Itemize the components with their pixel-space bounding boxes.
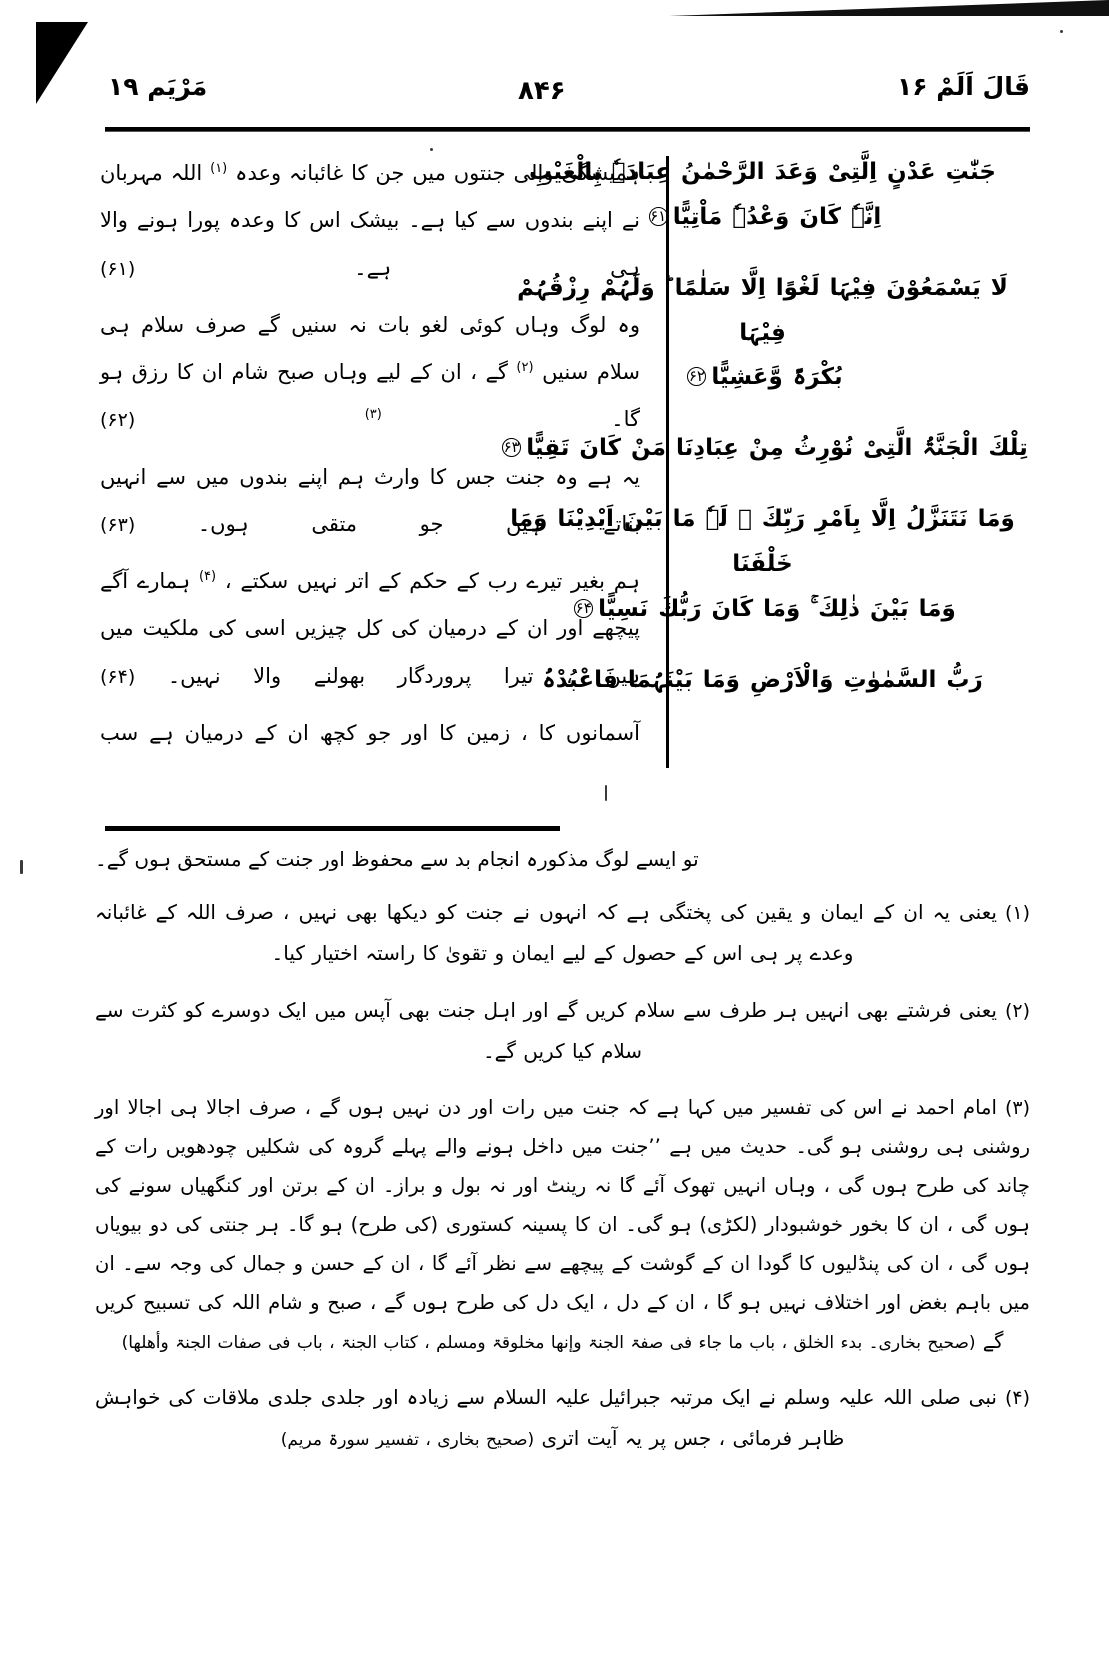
- verse-number: (۶۲): [100, 409, 136, 432]
- footnote-item: [95, 1088, 1030, 1361]
- ayah-line: اِنَّہٗ كَانَ وَعْدُہٗ مَاْتِیًّا: [672, 203, 882, 230]
- footnote-number: (۴): [1004, 1387, 1030, 1409]
- translation-paragraph: [100, 302, 640, 444]
- footnote-item: [95, 990, 1030, 1072]
- translation-text: ہم بغیر تیرے رب کے حکم کے اتر نہیں سکتے ،: [224, 569, 640, 593]
- footnote-text: نبی صلی اللہ علیہ وسلم نے ایک مرتبہ جبرائیل علیہ السلام سے زیادہ اور جلدی جلدی ملاقات کی خواہش ظاہر فرمائی ، جس پر یہ آیت اتری: [95, 1385, 997, 1450]
- ayah-line: رَبُّ السَّمٰوٰتِ وَالْاَرْضِ وَمَا بَیْنَہُمَا فَاعْبُدْہُ: [542, 666, 983, 693]
- footnote-text: یعنی فرشتے بھی انہیں ہر طرف سے سلام کریں گے اور اہل جنت بھی آپس میں ایک دوسرے کو کثرت سے سلام کیا کریں گے۔: [95, 998, 997, 1063]
- translation-text: اللہ مہربان نے اپنے بندوں سے کیا ہے۔ بیشک اس کا وعدہ پورا ہونے والا ہی ہے۔: [100, 161, 640, 280]
- footnote-source-citation: (صحیح بخاری۔ بدء الخلق ، باب ما جاء فی صفۃ الجنۃ وإنھا مخلوقۃ ومسلم ، کتاب الجنۃ ، باب فی صفات الجنۃ وأھلھا): [121, 1333, 976, 1353]
- scan-corner-artifact: [36, 22, 88, 104]
- translation-text: یہ ہے وہ جنت جس کا وارث ہم اپنے بندوں میں سے انہیں بناتے ہیں جو متقی ہوں۔: [100, 464, 640, 536]
- header-surah-label: مَرْیَم ۱۹: [108, 72, 208, 101]
- page-number: ۸۴۶: [518, 76, 566, 106]
- footnote-text: یعنی یہ ان کے ایمان و یقین کی پختگی ہے کہ انہوں نے جنت کو دیکھا بھی نہیں ، صرف اللہ کے غائبانہ وعدے پر ہی اس کے حصول کے لیے ایمان و تقویٰ کا راستہ اختیار کیا۔: [95, 900, 997, 965]
- footnote-number: (۲): [1004, 1000, 1030, 1022]
- verse-number: (۶۴): [100, 665, 136, 688]
- translation-paragraph: [100, 710, 640, 757]
- translation-paragraph: [100, 558, 640, 700]
- translation-paragraph: [100, 150, 640, 292]
- footnote-source-citation: (صحیح بخاری ، تفسیر سورۃ مریم): [280, 1430, 535, 1450]
- header-rule: [105, 127, 1030, 131]
- scan-speck: [20, 860, 23, 874]
- ayah-line: وَمَا بَیْنَ ذٰلِكَ ۚ وَمَا كَانَ رَبُّكَ نَسِیًّا: [598, 595, 956, 622]
- ayah-line: وَمَا نَتَنَزَّلُ اِلَّا بِاَمْرِ رَبِّكَ ۚ لَہٗ مَا بَیْنَ اَیْدِیْنَا وَمَا خَلْفَنَا: [510, 506, 1015, 577]
- footnote-marker: (۲): [516, 360, 534, 375]
- ayah-number: ۶۴: [575, 598, 592, 617]
- footnote-marker: (۴): [198, 569, 217, 584]
- footnote-continuation: تو ایسے لوگ مذکورہ انجام بد سے محفوظ اور جنت کے مستحق ہوں گے۔: [95, 847, 699, 871]
- verse-number: (۶۳): [100, 513, 136, 536]
- footnote-item: [95, 1377, 1030, 1459]
- footnote-number: (۳): [1004, 1097, 1030, 1119]
- ayah-line: تِلْكَ الْجَنَّۃُ الَّتِیْ نُوْرِثُ مِنْ عِبَادِنَا مَنْ كَانَ تَقِیًّا: [526, 435, 1028, 462]
- translation-text: آسمانوں کا ، زمین کا اور جو کچھ ان کے درمیان ہے سب: [100, 720, 640, 745]
- scan-speck: [1060, 30, 1063, 33]
- ayah-line: لَا یَسْمَعُوْنَ فِیْہَا لَغْوًا اِلَّا سَلٰمًا ؕ وَلَہُمْ رِزْقُہُمْ فِیْہَا: [517, 274, 1008, 346]
- header-juz-label: قَالَ اَلَمْ ۱۶: [897, 72, 1030, 101]
- translation-paragraph: [100, 454, 640, 549]
- footnote-marker: (۳): [364, 407, 382, 423]
- scan-speck: [605, 785, 607, 801]
- footnote-marker: (۱): [210, 161, 228, 176]
- verse-number: (۶۱): [100, 257, 136, 280]
- footnotes-section: [95, 840, 1030, 1475]
- footnote-number: (۱): [1004, 902, 1030, 924]
- ayah-number: ۶۱: [650, 206, 667, 225]
- ayah-line: بُكْرَۃً وَّعَشِیًّا: [711, 364, 843, 391]
- translation-text: ہمارے آگے پیچھے اور ان کے درمیان کی کل چیزیں اسی کی ملکیت میں ہیں ، تیرا پروردگار بھولنے والا نہیں۔: [100, 569, 640, 688]
- ayah-number: ۶۲: [688, 367, 705, 386]
- translation-text: وہ لوگ وہاں کوئی لغو بات نہ سنیں گے صرف سلام ہی سلام سنیں: [100, 312, 640, 384]
- running-head: [100, 72, 1030, 118]
- ayah-line: جَنّٰتِ عَدْنٍ اِلَّتِیْ وَعَدَ الرَّحْمٰنُ عِبَادَہٗ بِالْغَیْبِ: [529, 159, 996, 185]
- footnote-item: [95, 892, 1030, 974]
- translation-text: گے ، ان کے لیے وہاں صبح شام ان کا رزق ہو گا۔: [100, 360, 640, 432]
- footnote-separator-rule: [105, 826, 560, 831]
- footnote-text: امام احمد نے اس کی تفسیر میں کہا ہے کہ جنت میں رات اور دن نہیں ہوں گے ، صرف اجالا ہی اجالا اور روشنی ہی روشنی ہو گی۔ حدیث میں ہے ’’جنت میں داخل ہونے والے پہلے گروہ کی شکلیں چودھویں رات کے چاند کی طرح ہوں گی ، وہاں انہیں تھوک آئے گا نہ رینٹ اور نہ بول و براز۔ ان کے برتن اور کنگھیاں سونے کی ہوں گی ، ان کا بخور خوشبودار (لکڑی) ہو گی۔ ان کا پسینہ کستوری (کی طرح) ہو گا۔ ہر جنتی کی دو بیویاں ہوں گی ، ان کی پنڈلیوں کا گودا ان کے گوشت کے پیچھے سے نظر آئے گا ، ان کے حسن و جمال کی وجہ سے۔ ان میں باہم بغض اور اختلاف نہیں ہو گا ، ان کے دل ، ایک دل کی طرح ہوں گے ، صبح و شام اللہ کی تسبیح کریں گے: [95, 1096, 1030, 1353]
- translation-text: ہمیشگی والی جنتوں میں جن کا غائبانہ وعدہ: [235, 161, 640, 185]
- ayah-number: ۶۳: [503, 438, 520, 457]
- scan-edge-artifact: [669, 0, 1109, 16]
- urdu-translation-column: [100, 150, 640, 767]
- scripture-section: [100, 150, 1035, 775]
